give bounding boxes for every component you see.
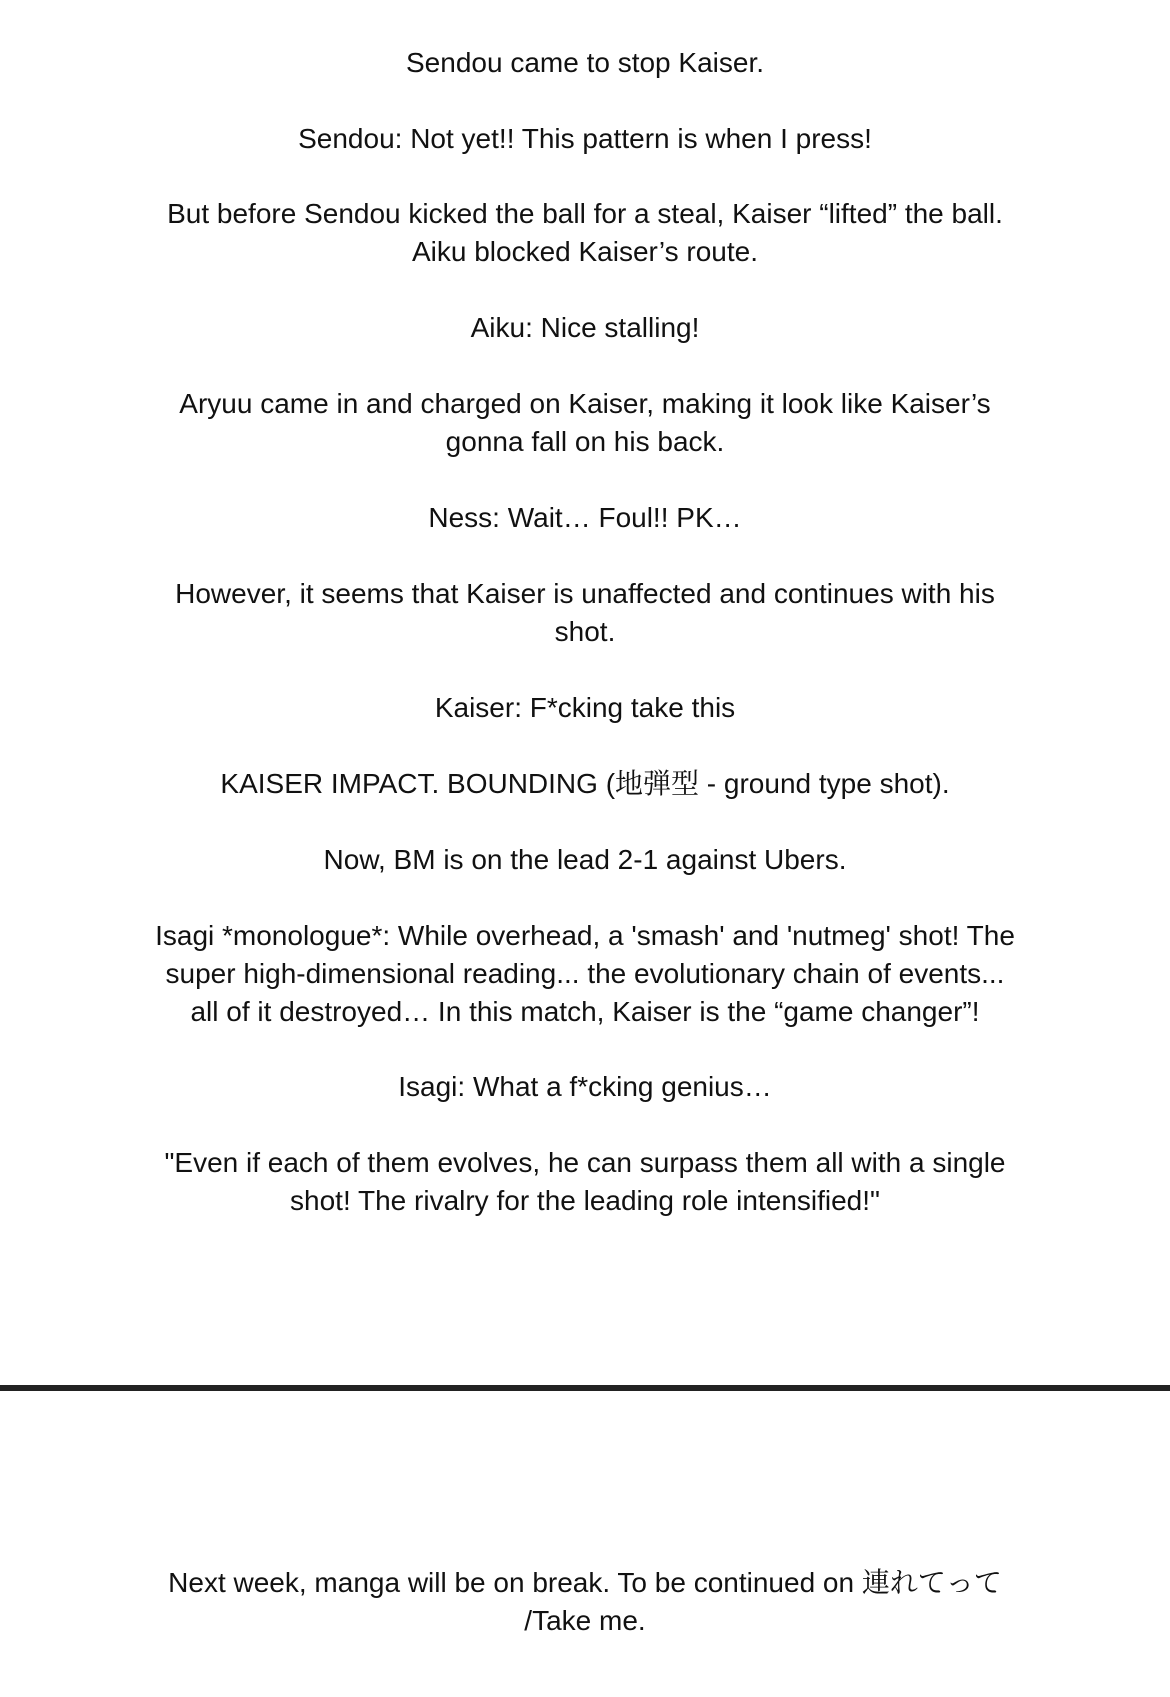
text-line: Sendou came to stop Kaiser. xyxy=(406,47,764,78)
text-line: super high-dimensional reading... the evolutionary chain of events... xyxy=(165,958,1005,989)
paragraph xyxy=(135,309,1035,347)
paragraph xyxy=(135,1068,1035,1106)
text-line: shot! The rivalry for the leading role intensified!" xyxy=(290,1185,880,1216)
text-line: /Take me. xyxy=(524,1605,646,1636)
text-line: Aiku blocked Kaiser’s route. xyxy=(411,236,759,267)
paragraph xyxy=(135,689,1035,727)
paragraph xyxy=(135,385,1035,461)
paragraph xyxy=(135,1144,1035,1220)
text-line: However, it seems that Kaiser is unaffected and continues with his xyxy=(175,578,995,609)
paragraph xyxy=(135,1564,1035,1640)
section-divider xyxy=(0,1385,1170,1391)
text-line: But before Sendou kicked the ball for a steal, Kaiser “lifted” the ball. xyxy=(167,198,1003,229)
text-line: Now, BM is on the lead 2-1 against Ubers. xyxy=(323,844,847,875)
text-line: Ness: Wait… Foul!! PK… xyxy=(428,502,742,533)
paragraph xyxy=(135,765,1035,803)
text-line: all of it destroyed… In this match, Kaiser is the “game changer”! xyxy=(190,996,980,1027)
text-line: shot. xyxy=(554,616,616,647)
text-line: Next week, manga will be on break. To be continued on 連れてって xyxy=(168,1567,1002,1598)
footer-note xyxy=(0,1564,1170,1640)
text-line: Aryuu came in and charged on Kaiser, making it look like Kaiser’s xyxy=(179,388,991,419)
text-line: Isagi *monologue*: While overhead, a 'smash' and 'nutmeg' shot! The xyxy=(155,920,1015,951)
paragraph xyxy=(135,841,1035,879)
text-line: gonna fall on his back. xyxy=(445,426,725,457)
text-line: Sendou: Not yet!! This pattern is when I press! xyxy=(298,123,872,154)
text-line: Isagi: What a f*cking genius… xyxy=(398,1071,772,1102)
paragraph xyxy=(135,575,1035,651)
paragraph xyxy=(135,44,1035,82)
text-line: Aiku: Nice stalling! xyxy=(470,312,700,343)
text-line: "Even if each of them evolves, he can surpass them all with a single xyxy=(164,1147,1006,1178)
text-line: Kaiser: F*cking take this xyxy=(434,692,736,723)
paragraph xyxy=(135,120,1035,158)
text-line: KAISER IMPACT. BOUNDING (地弾型 - ground type shot). xyxy=(220,768,950,799)
paragraph xyxy=(135,195,1035,271)
paragraph xyxy=(135,917,1035,1031)
paragraph xyxy=(135,499,1035,537)
